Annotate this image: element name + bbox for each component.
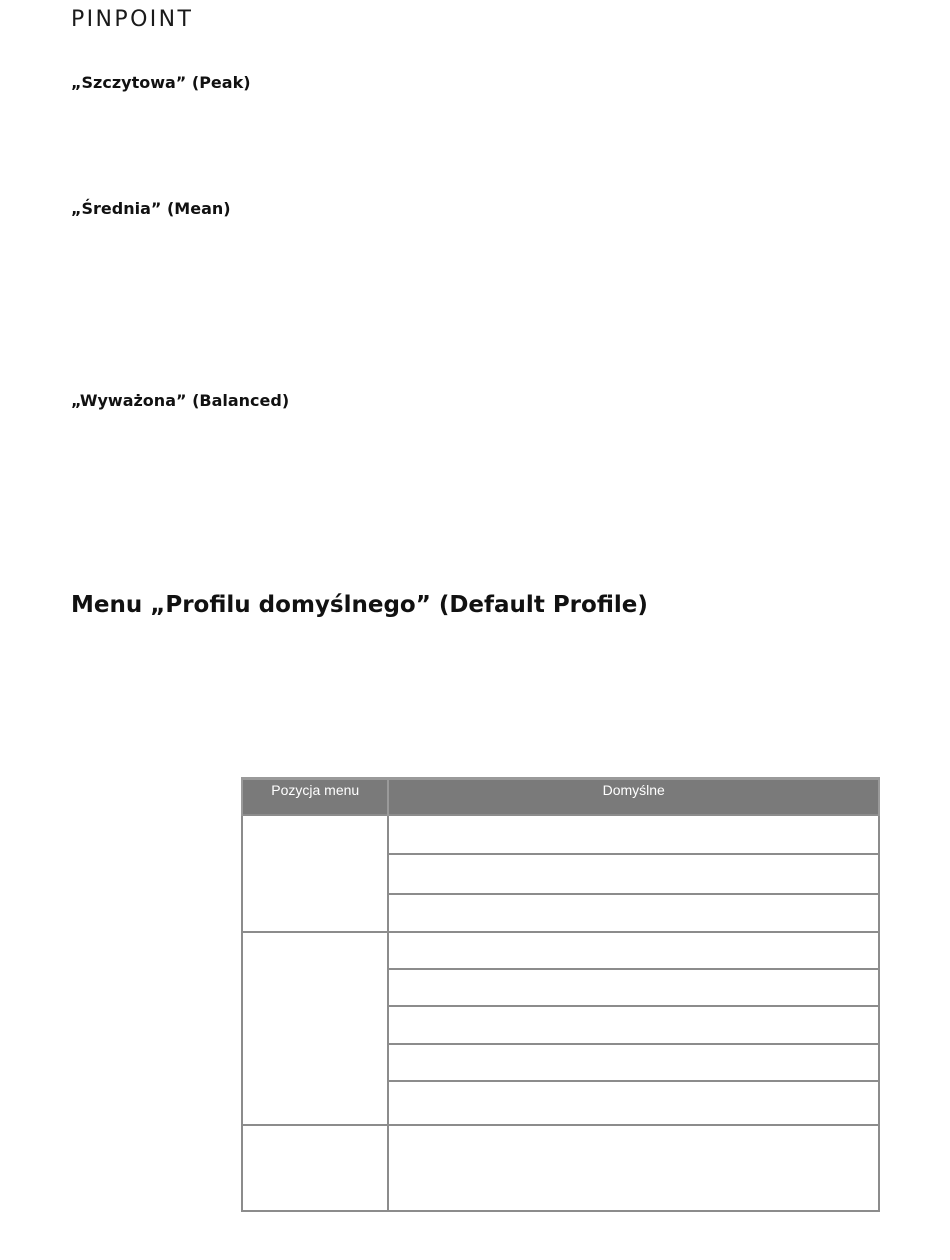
default-value-cell (388, 815, 879, 854)
default-value-cell (388, 894, 879, 932)
column-header-menu-item: Pozycja menu (242, 779, 388, 816)
default-profile-table (241, 777, 880, 1212)
default-value-cell (388, 1125, 879, 1211)
default-value-cell (388, 932, 879, 969)
default-value-cell (388, 1006, 879, 1044)
default-value-cell (388, 1081, 879, 1125)
mean-heading: „Średnia” (Mean) (71, 199, 231, 218)
default-profile-title: Menu „Profilu domyślnego” (Default Profile) (71, 592, 648, 618)
table-header-row (242, 779, 879, 816)
peak-heading: „Szczytowa” (Peak) (71, 73, 251, 92)
table-row (242, 932, 879, 969)
default-value-cell (388, 854, 879, 894)
menu-item-cell (242, 815, 388, 932)
menu-item-cell (242, 932, 388, 1125)
table-row (242, 815, 879, 854)
default-value-cell (388, 969, 879, 1006)
default-value-cell (388, 1044, 879, 1081)
balanced-heading: „Wyważona” (Balanced) (71, 391, 290, 410)
brand-logo: PINPOINT (71, 7, 194, 32)
table-row (242, 1125, 879, 1211)
column-header-default: Domyślne (388, 779, 879, 816)
menu-item-cell (242, 1125, 388, 1211)
